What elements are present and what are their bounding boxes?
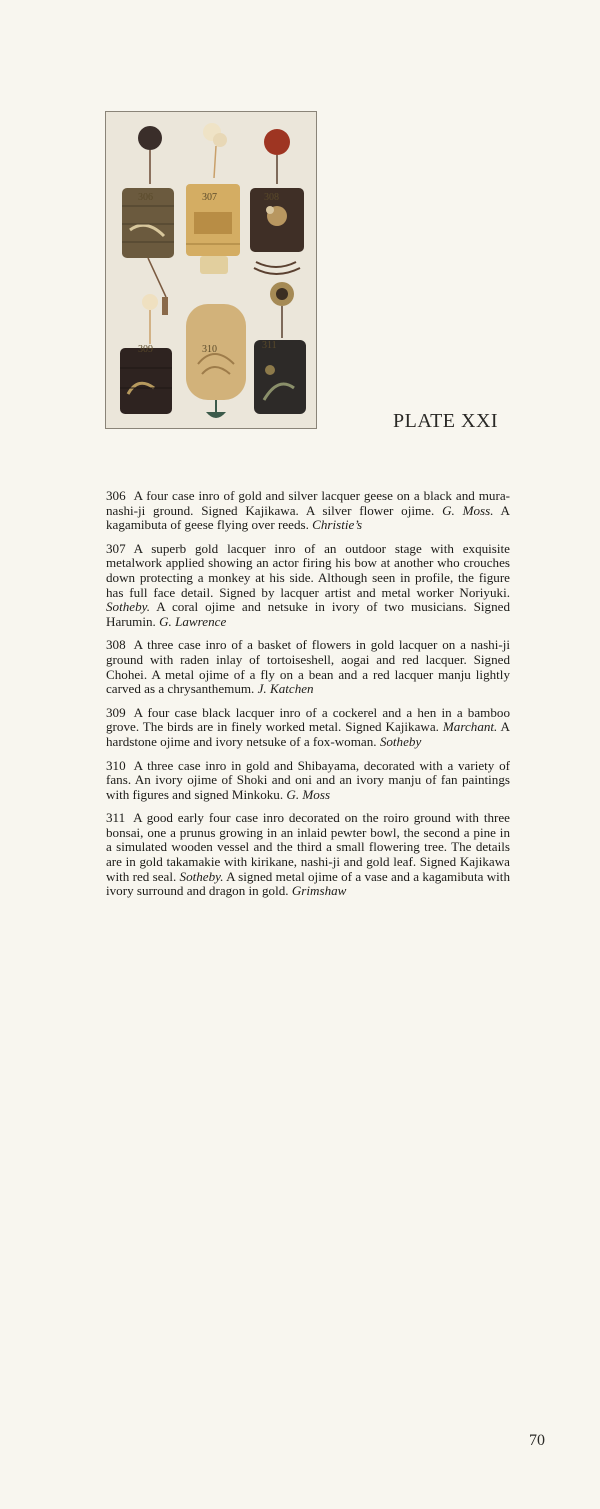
ojime-bead-306 — [138, 126, 162, 150]
inro-illustration — [106, 112, 316, 428]
plate-label-307: 307 — [202, 192, 217, 203]
entry-source: Sotheby. — [106, 599, 150, 615]
entry-source: G. Moss — [286, 786, 331, 802]
entry-source: Sotheby. — [179, 868, 224, 884]
entry-source: J. Katchen — [257, 681, 314, 697]
entry-text: A hardstone ojime and ivory netsuke of a fox-woman. — [106, 719, 510, 749]
page-number: 70 — [529, 1432, 545, 1449]
entry-source: Grimshaw — [291, 883, 347, 899]
entry-number: 308 — [106, 637, 126, 653]
catalogue-entry — [106, 811, 510, 899]
entry-text: A four case black lacquer inro of a cockerel and a hen in a bamboo grove. The birds are in finely worked metal. Signed Kajikawa. — [106, 704, 510, 735]
netsuke-309 — [142, 294, 158, 310]
plate-label-311: 311 — [262, 340, 277, 351]
inro-309 — [120, 348, 172, 414]
entry-number: 309 — [106, 704, 126, 720]
entry-number: 310 — [106, 757, 126, 773]
catalogue-entry — [106, 542, 510, 630]
catalogue-entry — [106, 706, 510, 750]
plate-label-309: 309 — [138, 344, 153, 355]
entry-number: 306 — [106, 488, 126, 503]
catalogue-entry — [106, 638, 510, 696]
entry-source: Christie’s — [312, 517, 363, 533]
catalogue-entry — [106, 489, 510, 533]
entry-text: A kagamibuta of geese flying over reeds. — [106, 502, 511, 533]
catalogue-entry — [106, 759, 510, 803]
entry-text: A coral ojime and netsuke in ivory of two musicians. Signed Harumin. — [106, 599, 510, 629]
inro-311 — [254, 340, 306, 414]
entry-text: A signed metal ojime of a vase and a kagamibuta with ivory surround and dragon in gold. — [106, 868, 510, 899]
entry-source: G. Lawrence — [159, 613, 227, 629]
entry-number: 311 — [106, 810, 126, 826]
plate-label-306: 306 — [138, 192, 153, 203]
entry-source: Marchant. — [442, 719, 498, 735]
plate-label-308: 308 — [264, 192, 279, 203]
entry-text: A good early four case inro decorated on the roiro ground with three bonsai, one a prunus growing in an inlaid pewter bowl, the second a pine in a simulated wooden vessel and the third a small flowering tree. The details are in gold takamakie with kirikane, nashi-ji and gold leaf. Signed Kajikawa with red seal. — [106, 810, 510, 884]
plate-photograph — [105, 111, 317, 429]
entry-text: A superb gold lacquer inro of an outdoor stage with exquisite metalwork applied showing an actor firing his bow at another who crouches down protecting a monkey at his side. Although seen in profile, the figure has full face detail. Signed by lacquer artist and metal worker Noriyuki. — [106, 540, 510, 600]
entry-text: A four case inro of gold and silver lacquer geese on a black and mura-nashi-ji ground. Signed Kajikawa. A silver flower ojime. — [106, 488, 510, 518]
plate-title: PLATE XXI — [393, 410, 499, 432]
entry-number: 307 — [106, 540, 126, 556]
plate-label-310: 310 — [202, 344, 217, 355]
entry-text: A three case inro in gold and Shibayama, decorated with a variety of fans. An ivory ojime of Shoki and oni and an ivory manju of fan paintings with figures and signed Minkoku. — [106, 757, 510, 802]
catalogue-entries — [106, 489, 510, 908]
netsuke-310 — [200, 256, 228, 274]
entry-source: Sotheby — [379, 733, 422, 749]
entry-text: A three case inro of a basket of flowers in gold lacquer on a nashi-ji ground with raden inlay of tortoiseshell, aogai and red lacquer. Signed Chohei. A metal ojime of a fly on a bean and a red lacquer manju lightly carved as a chrysanthemum. — [106, 637, 510, 697]
entry-source: G. Moss. — [442, 502, 494, 518]
manju-308 — [264, 129, 290, 155]
